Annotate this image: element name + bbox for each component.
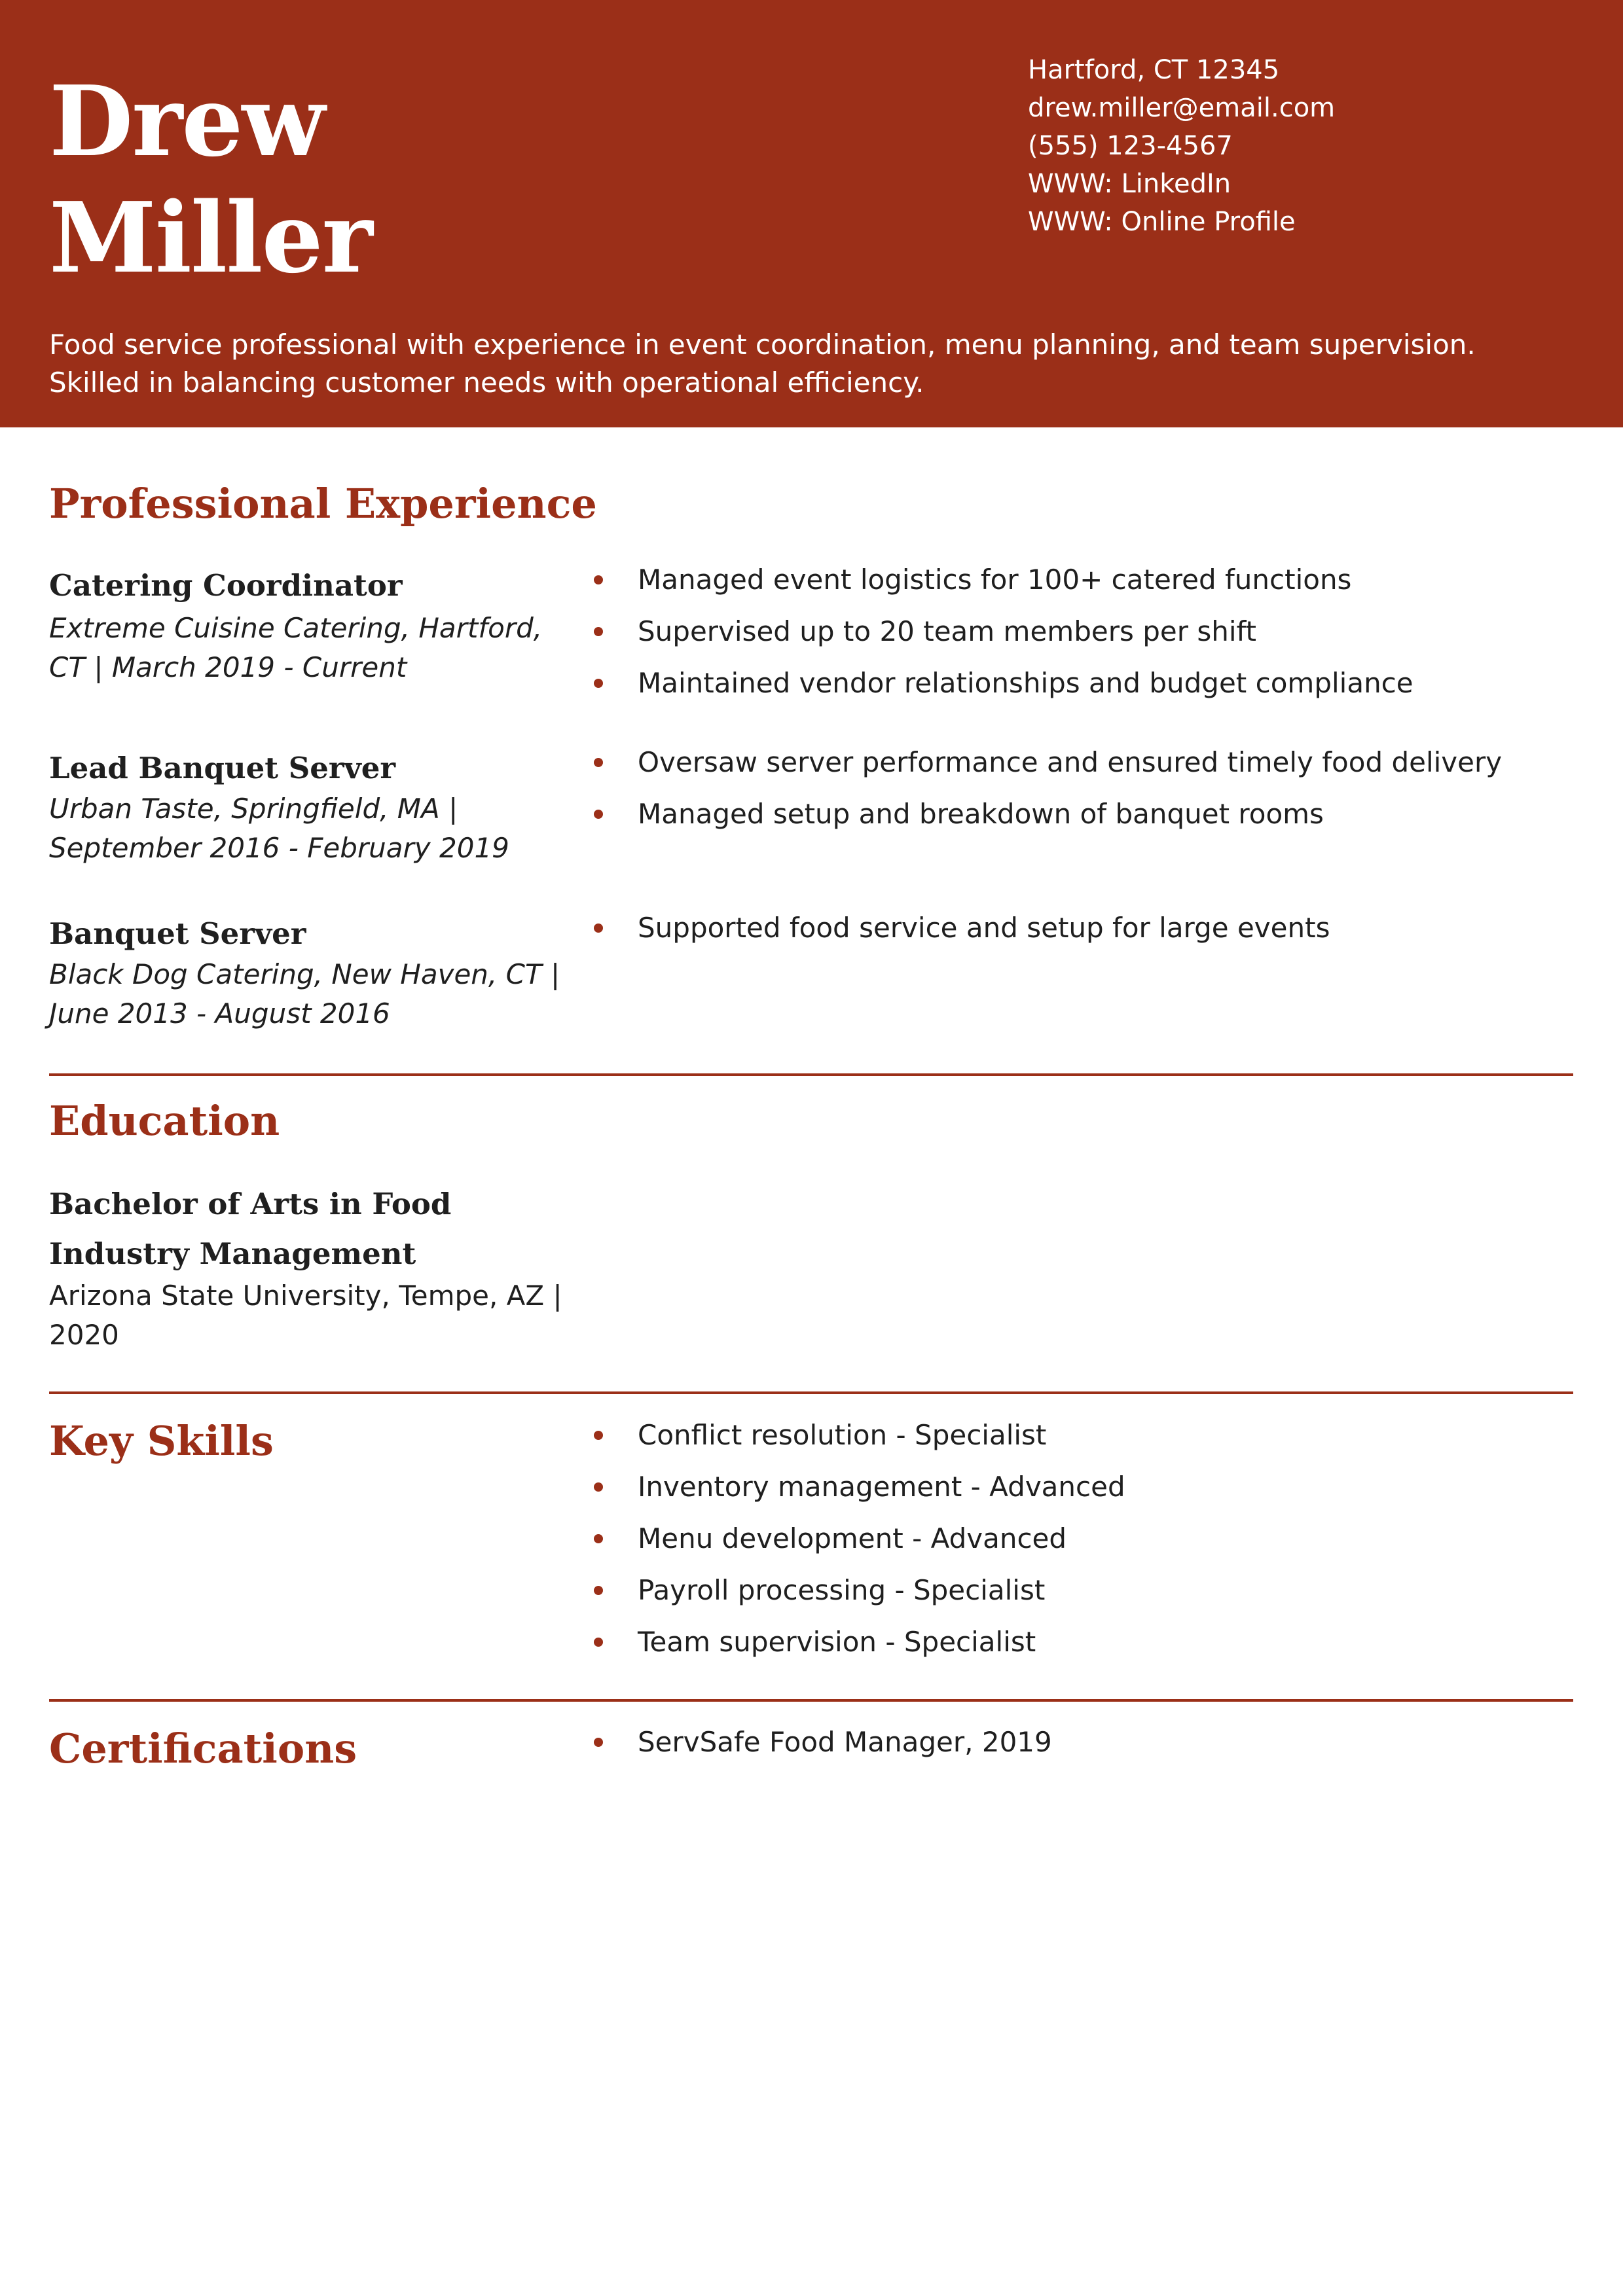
job-meta xyxy=(49,609,573,687)
bullet-icon xyxy=(594,1431,603,1440)
section-divider xyxy=(49,1073,1573,1076)
contact-info xyxy=(1028,51,1335,241)
list-item: Inventory management - Advanced xyxy=(589,1461,1125,1513)
experience-heading: Professional Experience xyxy=(49,480,597,528)
list-item: Oversaw server performance and ensured timely food delivery xyxy=(589,736,1502,788)
job-bullets xyxy=(589,736,1502,840)
skills-list xyxy=(589,1409,1125,1668)
last-name: Miller xyxy=(49,181,372,295)
job-location-dates: , Hartford, CT | March 2019 - Current xyxy=(49,612,543,683)
job-location-dates: , New Haven, CT | June 2013 - August 2016 xyxy=(49,958,560,1030)
school: Arizona State University, Tempe, AZ | 2020 xyxy=(49,1280,562,1351)
bullet-icon xyxy=(594,924,603,933)
list-item: Managed event logistics for 100+ catered functions xyxy=(589,554,1413,605)
job-bullets xyxy=(589,554,1413,709)
bullet-icon xyxy=(594,1534,603,1543)
bullet-icon xyxy=(594,810,603,819)
first-name: Drew xyxy=(49,64,324,178)
summary: Food service professional with experience in event coordination, menu planning, and team supervision. Skilled in balancing customer needs with operational efficiency. xyxy=(49,329,1476,399)
job-company: Black Dog Catering xyxy=(49,958,314,990)
bullet-icon xyxy=(594,1738,603,1747)
email-link[interactable]: drew.miller@email.com xyxy=(1028,93,1336,123)
list-item: Maintained vendor relationships and budget compliance xyxy=(589,657,1413,709)
certifications-list xyxy=(589,1716,1052,1768)
address: Hartford, CT 12345 xyxy=(1028,55,1280,85)
resume-header xyxy=(0,0,1623,427)
certifications-heading: Certifications xyxy=(49,1725,357,1772)
bullet-icon xyxy=(594,1482,603,1492)
candidate-name xyxy=(49,63,372,296)
online-profile-link[interactable]: WWW: Online Profile xyxy=(1028,207,1296,237)
job-company: Extreme Cuisine Catering xyxy=(49,612,401,644)
phone: (555) 123-4567 xyxy=(1028,131,1233,161)
skills-heading: Key Skills xyxy=(49,1417,274,1465)
job-bullets xyxy=(589,902,1330,954)
list-item: Menu development - Advanced xyxy=(589,1513,1125,1564)
education-heading: Education xyxy=(49,1097,280,1145)
job-title: Catering Coordinator xyxy=(49,568,403,603)
list-item: Team supervision - Specialist xyxy=(589,1616,1125,1668)
job-meta xyxy=(49,789,573,868)
job-company: Urban Taste xyxy=(49,793,214,825)
degree: Bachelor of Arts in Food Industry Management xyxy=(49,1187,452,1271)
section-divider xyxy=(49,1699,1573,1702)
linkedin-link[interactable]: WWW: LinkedIn xyxy=(1028,169,1231,199)
job-title: Banquet Server xyxy=(49,916,306,951)
list-item: Supervised up to 20 team members per shift xyxy=(589,605,1413,657)
bullet-icon xyxy=(594,575,603,584)
job-meta xyxy=(49,955,573,1033)
job-location-dates: , Springfield, MA | September 2016 - February 2019 xyxy=(49,793,509,864)
bullet-icon xyxy=(594,1586,603,1595)
list-item: Managed setup and breakdown of banquet rooms xyxy=(589,788,1502,840)
list-item: Supported food service and setup for large events xyxy=(589,902,1330,954)
bullet-icon xyxy=(594,758,603,767)
list-item: Payroll processing - Specialist xyxy=(589,1564,1125,1616)
section-divider xyxy=(49,1391,1573,1394)
list-item: ServSafe Food Manager, 2019 xyxy=(589,1716,1052,1768)
list-item: Conflict resolution - Specialist xyxy=(589,1409,1125,1461)
bullet-icon xyxy=(594,679,603,688)
job-title: Lead Banquet Server xyxy=(49,751,396,785)
bullet-icon xyxy=(594,627,603,636)
bullet-icon xyxy=(594,1638,603,1647)
